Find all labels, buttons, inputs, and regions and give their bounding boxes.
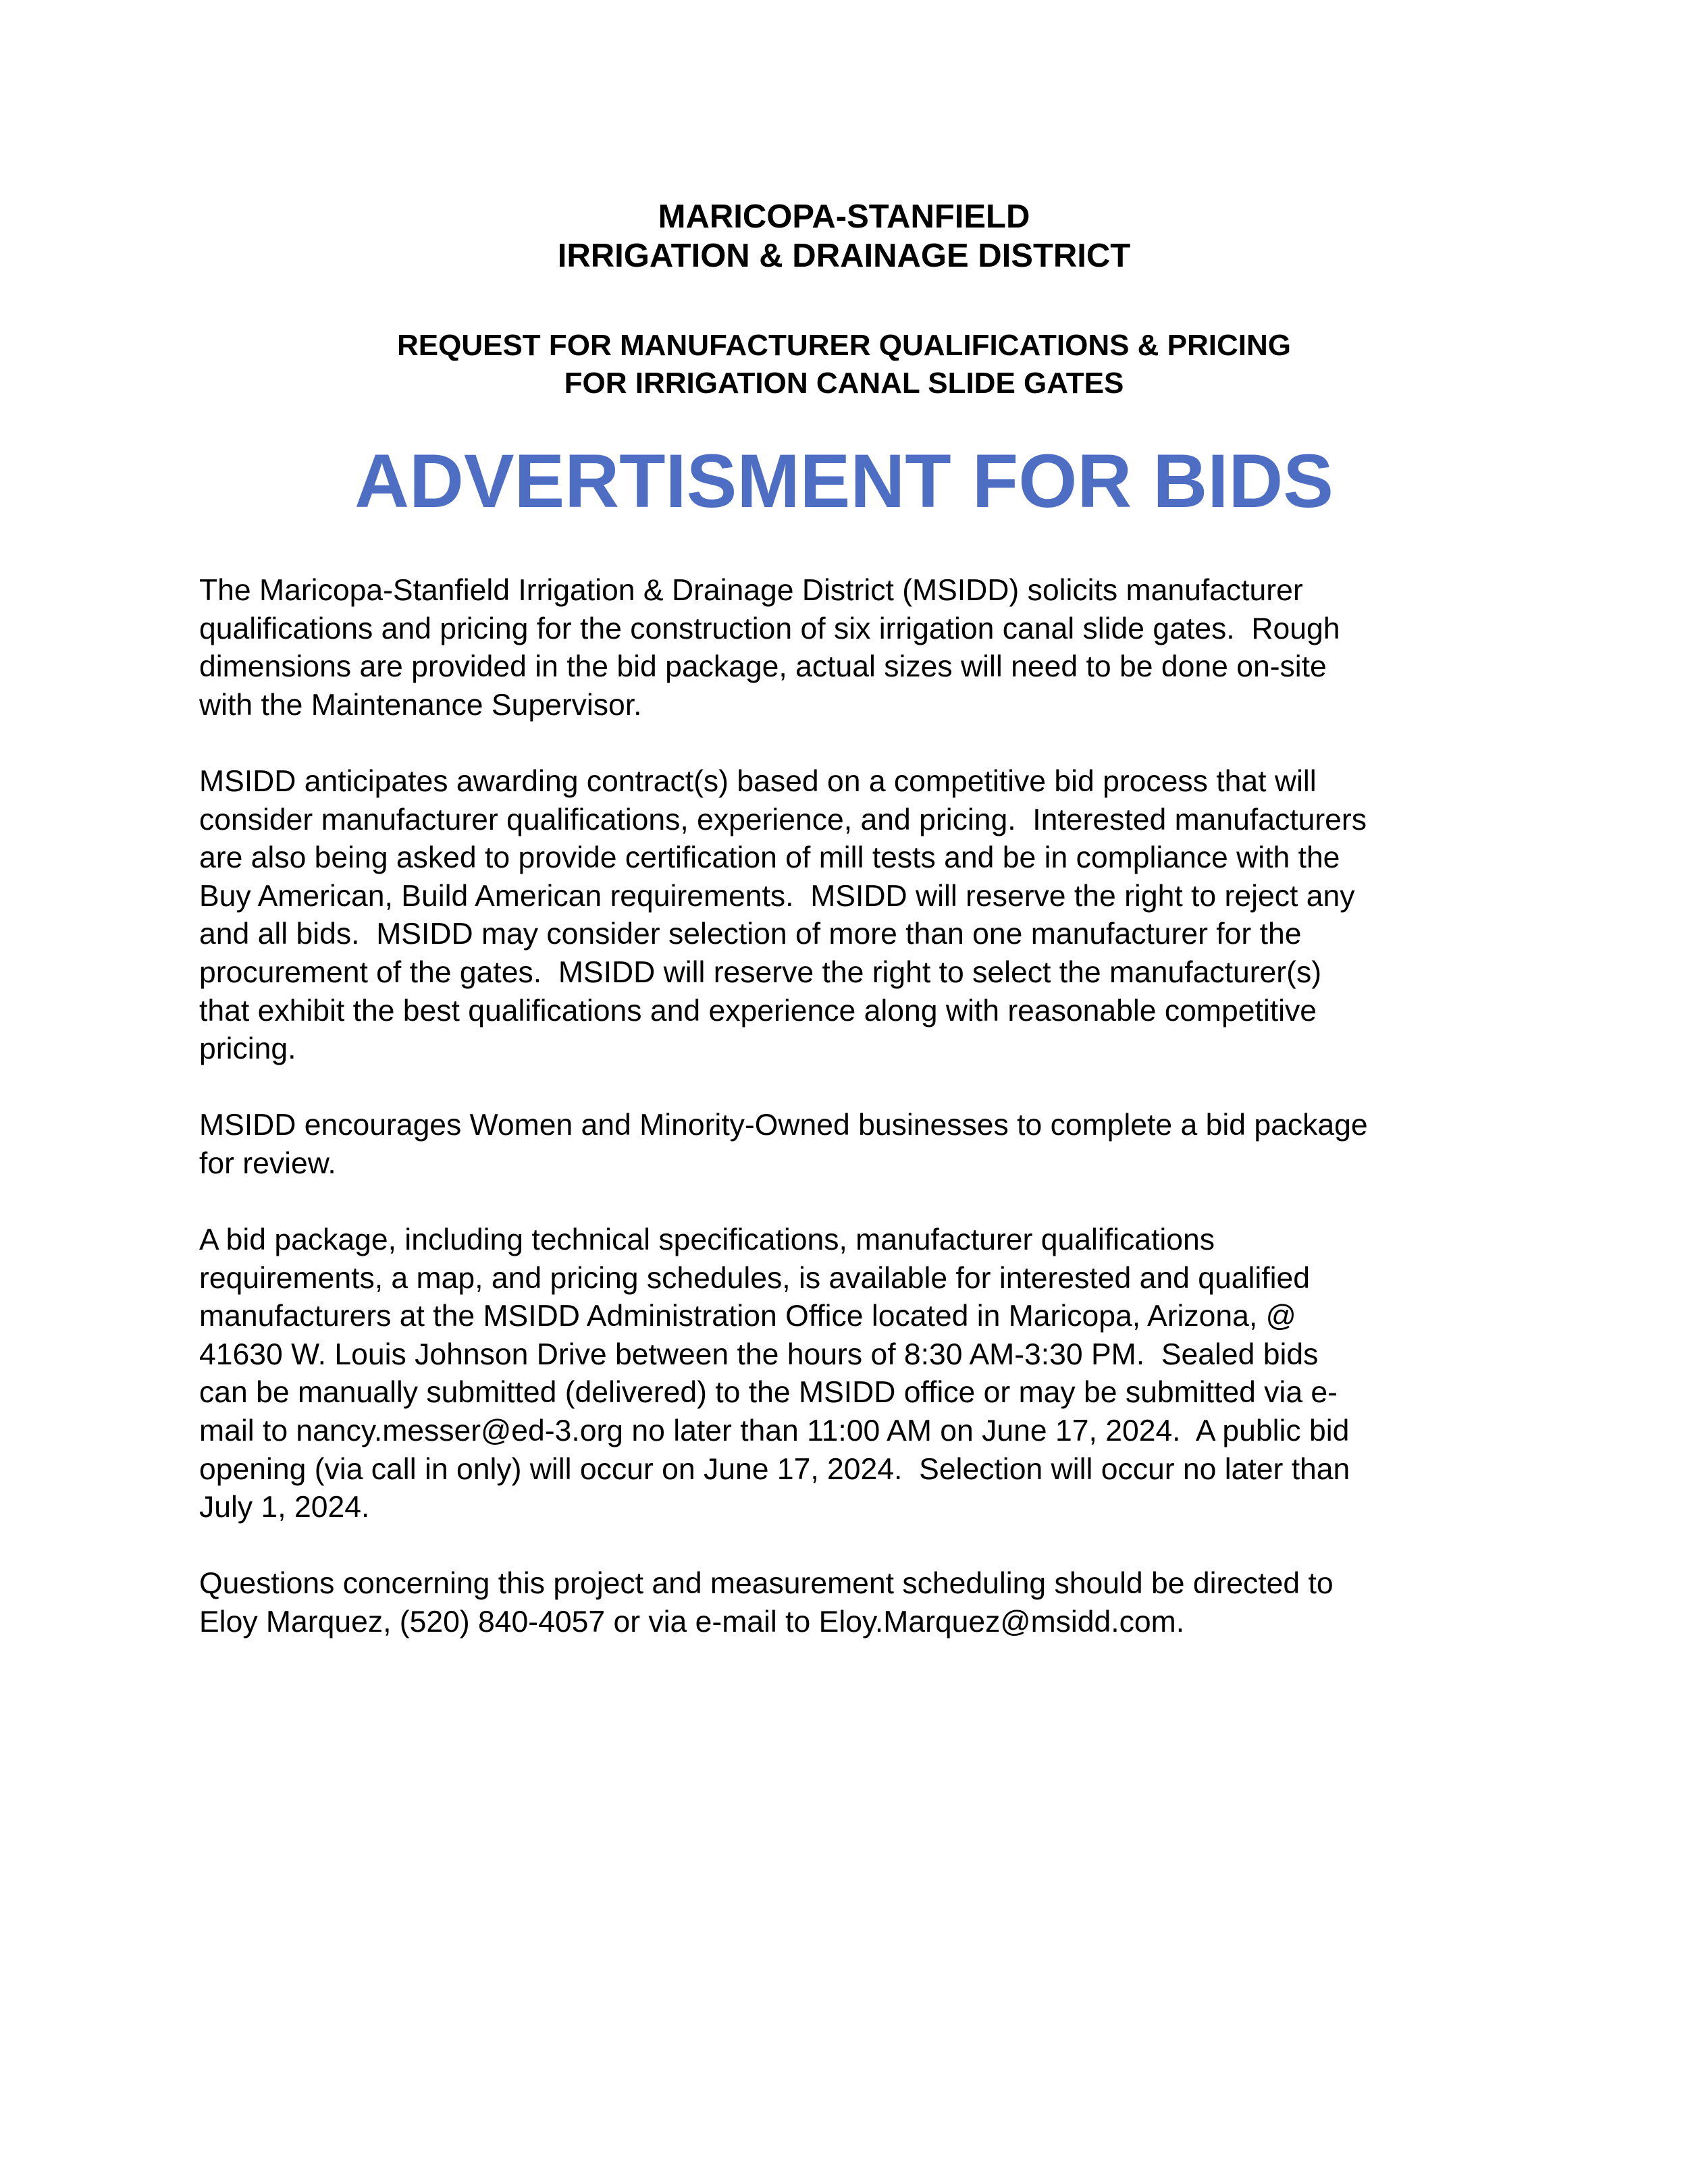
paragraph-line: The Maricopa-Stanfield Irrigation & Drainage District (MSIDD) solicits manufacturer [199,574,1303,607]
paragraph-line: manufacturers at the MSIDD Administration Office located in Maricopa, Arizona, @ [199,1300,1296,1333]
paragraph-minority-businesses [199,1107,1523,1183]
request-title-line-1: REQUEST FOR MANUFACTURER QUALIFICATIONS & PRICING [396,329,1292,362]
paragraph-line: consider manufacturer qualifications, experience, and pricing. Interested manufacturers [199,803,1367,836]
paragraph-line: opening (via call in only) will occur on June 17, 2024. Selection will occur no later than [199,1452,1350,1486]
paragraph-line: Eloy Marquez, (520) 840-4057 or via e-mail to Eloy.Marquez@msidd.com. [199,1605,1185,1639]
paragraph-line: mail to nancy.messer@ed-3.org no later than 11:00 AM on June 17, 2024. A public bid [199,1414,1350,1448]
paragraph-line: with the Maintenance Supervisor. [199,688,642,722]
paragraph-bid-package [199,1221,1523,1527]
district-name [0,197,1688,275]
paragraph-line: MSIDD anticipates awarding contract(s) based on a competitive bid process that will [199,764,1317,798]
paragraph-line: pricing. [199,1032,296,1066]
paragraph-questions-contact [199,1565,1523,1641]
paragraph-line: 41630 W. Louis Johnson Drive between the hours of 8:30 AM-3:30 PM. Sealed bids [199,1337,1319,1371]
paragraph-line: for review. [199,1146,336,1180]
paragraph-line: MSIDD encourages Women and Minority-Owned businesses to complete a bid package [199,1109,1368,1142]
district-name-line-2: IRRIGATION & DRAINAGE DISTRICT [557,238,1131,274]
paragraph-line: are also being asked to provide certification of mill tests and be in compliance with the [199,841,1340,875]
paragraph-line: and all bids. MSIDD may consider selection of more than one manufacturer for the [199,917,1302,951]
paragraph-line: dimensions are provided in the bid package, actual sizes will need to be done on-site [199,650,1327,684]
paragraph-line: A bid package, including technical specifications, manufacturer qualifications [199,1223,1215,1257]
paragraph-line: Buy American, Build American requirements. MSIDD will reserve the right to reject any [199,879,1355,913]
paragraph-line: can be manually submitted (delivered) to the MSIDD office or may be submitted via e- [199,1376,1338,1410]
paragraph-line: requirements, a map, and pricing schedules, is available for interested and qualified [199,1261,1310,1295]
paragraph-award-process [199,763,1523,1069]
request-title [0,327,1688,402]
paragraph-solicitation [199,572,1523,724]
paragraph-line: Questions concerning this project and measurement scheduling should be directed to [199,1567,1334,1601]
request-title-line-2: FOR IRRIGATION CANAL SLIDE GATES [564,367,1124,400]
document-body [199,572,1523,1680]
page-title: ADVERTISMENT FOR BIDS [354,439,1334,523]
paragraph-line: qualifications and pricing for the construction of six irrigation canal slide gates. Rough [199,612,1340,645]
district-name-line-1: MARICOPA-STANFIELD [658,198,1030,235]
paragraph-line: that exhibit the best qualifications and experience along with reasonable competitive [199,994,1317,1028]
paragraph-line: procurement of the gates. MSIDD will reserve the right to select the manufacturer(s) [199,955,1322,989]
paragraph-line: July 1, 2024. [199,1491,370,1524]
